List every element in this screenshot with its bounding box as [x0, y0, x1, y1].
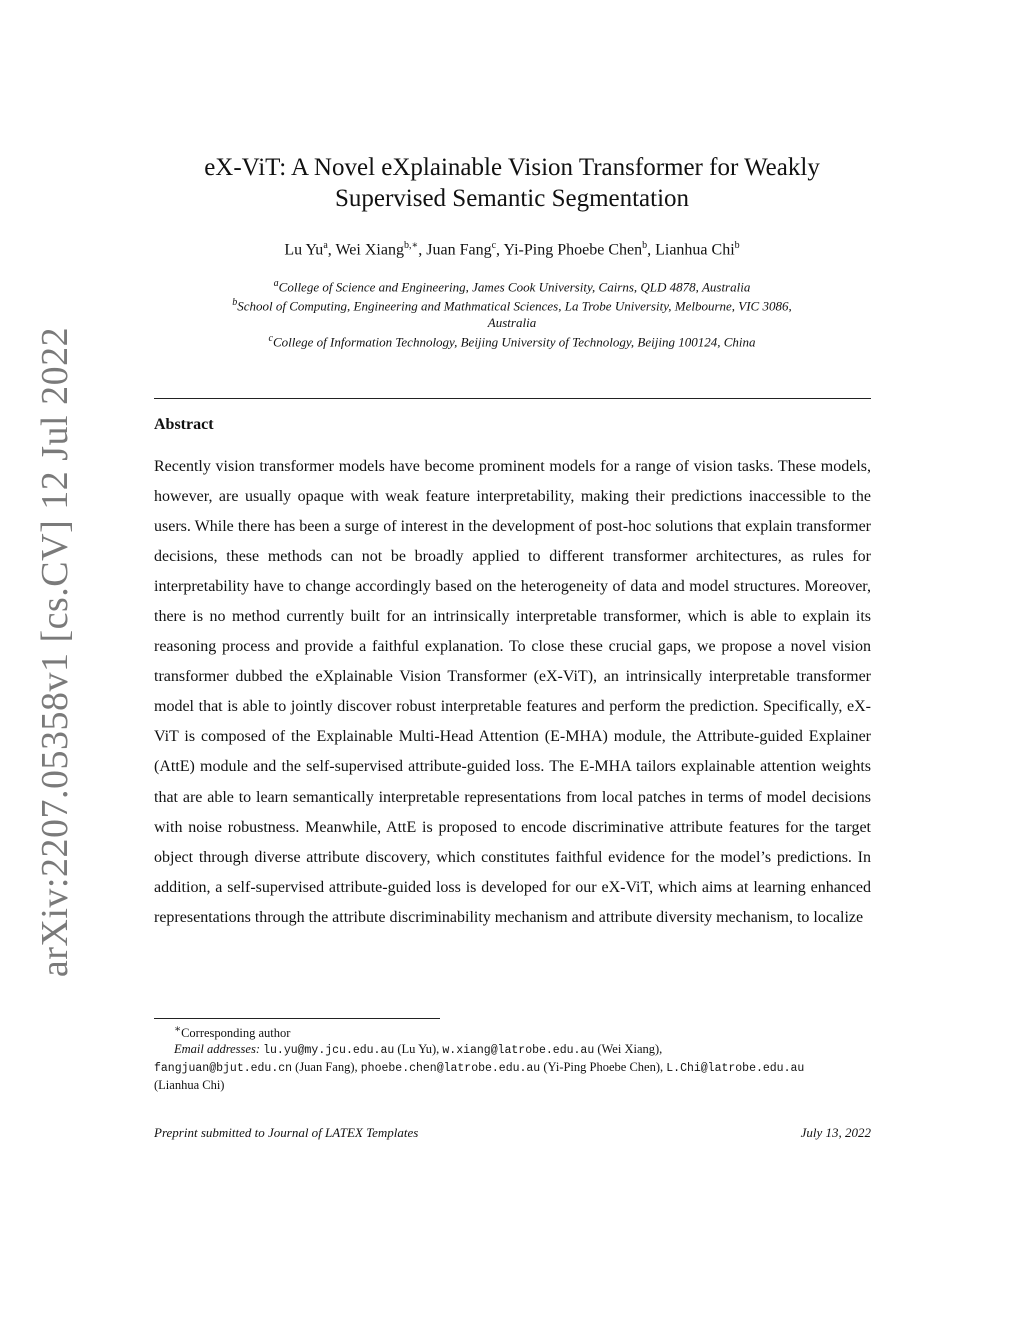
author-name: Yi-Ping Phoebe Chen: [503, 241, 643, 259]
email-link[interactable]: L.Chi@latrobe.edu.au: [666, 1062, 805, 1076]
author-affil-mark: b: [734, 240, 740, 251]
abstract-body: Recently vision transformer models have become prominent models for a range of vision tasks. These models, however, are usually opaque with weak feature interpretability, making their predictions inaccessible to the users. While there has been a surge of interest in the development of post-hoc solutions that explain transformer decisions, these methods can not be broadly applied to different transformer architectures, as rules for interpretability have to change accordingly based on the heterogeneity of data and model structures. Moreover, there is no method currently built for an intrinsically interpretable transformer, which is able to explain its reasoning process and provide a faithful explanation. To close these crucial gaps, we propose a novel vision transformer dubbed the eXplainable Vision Transformer (eX-ViT), an intrinsically interpretable transformer model that is able to jointly discover robust interpretable features and perform the prediction. Specifically, eX-ViT is composed of the Explainable Multi-Head Attention (E-MHA) module, the Attribute-guided Explainer (AttE) module and the self-supervised attribute-guided loss. The E-MHA tailors explainable attention weights that are able to learn semantically interpretable representations from local patches in terms of model decisions with noise robustness. Meanwhile, AttE is proposed to encode discriminative attribute features for the target object through diverse attribute discovery, which constitutes faithful evidence for the model’s predictions. In addition, a self-supervised attribute-guided loss is developed for our eX-ViT, which aims at learning enhanced representations through the attribute discriminability mechanism and attribute diversity mechanism, to localize: [154, 458, 871, 926]
title-line-2: Supervised Semantic Segmentation: [334, 185, 690, 212]
author-list: Lu Yu$^a$, Wei Xiang$^{b,∗}$, Juan Fang$^c$, Yi-Ping Phoebe Chen$^b$, Lianhua Chi$^b$: [284, 240, 740, 259]
abstract-heading: Abstract: [154, 416, 214, 433]
email-owner: (Wei Xiang),: [597, 1042, 663, 1057]
author-name: Wei Xiang: [335, 241, 404, 259]
affiliation-a: [150, 276, 874, 295]
affil-mark: b: [232, 297, 238, 309]
arxiv-identifier: arXiv:2207.05358v1 [cs.CV] 12 Jul 2022: [34, 326, 76, 978]
affiliation-b-cont: Australia: [487, 314, 537, 330]
journal-footer: Preprint submitted to Journal of LATEX Templates: [154, 1125, 419, 1140]
author-affil-mark: b: [642, 240, 648, 251]
affiliations: [150, 276, 874, 350]
abstract-top-rule: [154, 398, 871, 399]
author-affil-mark: a: [323, 240, 328, 251]
affil-text: School of Computing, Engineering and Mathmatical Sciences, La Trobe University, Melbourne, VIC 3086,: [237, 298, 792, 314]
affil-mark: a: [273, 278, 279, 289]
email-link[interactable]: lu.yu@my.jcu.edu.au: [263, 1044, 395, 1058]
email-owner: (Lianhua Chi): [154, 1078, 225, 1093]
footnote-star: ∗: [174, 1024, 182, 1035]
author-affil-mark: c: [491, 240, 497, 251]
date-footer: July 13, 2022: [800, 1125, 871, 1140]
affiliation-c: [150, 331, 874, 350]
affiliation-b: [150, 295, 874, 314]
email-link[interactable]: fangjuan@bjut.edu.cn: [154, 1062, 293, 1076]
corresponding-author-label: Corresponding author: [181, 1026, 291, 1041]
corresponding-author-note: [154, 1022, 871, 1041]
paper-title: [150, 152, 874, 214]
affil-text: College of Information Technology, Beijing University of Technology, Beijing 100124, China: [272, 333, 756, 349]
email-owner: (Juan Fang),: [295, 1060, 358, 1075]
title-line-1: eX-ViT: A Novel eXplainable Vision Transformer for Weakly: [204, 154, 820, 181]
affil-text: College of Science and Engineering, James Cook University, Cairns, QLD 4878, Australia: [278, 279, 751, 295]
author-affil-mark: b,∗: [403, 240, 419, 251]
author-name: Juan Fang: [426, 241, 492, 259]
email-owner: (Lu Yu),: [397, 1042, 440, 1057]
email-owner: (Yi-Ping Phoebe Chen),: [543, 1060, 664, 1075]
footnote-rule: [154, 1018, 440, 1019]
author-name: Lianhua Chi: [655, 241, 735, 259]
footnotes: [154, 1022, 871, 1093]
email-link[interactable]: phoebe.chen@latrobe.edu.au: [360, 1062, 541, 1076]
affil-mark: c: [268, 332, 273, 344]
email-label: Email addresses:: [174, 1042, 260, 1057]
email-link[interactable]: w.xiang@latrobe.edu.au: [442, 1044, 595, 1058]
email-addresses: [154, 1041, 871, 1093]
author-name: Lu Yu: [284, 241, 324, 259]
